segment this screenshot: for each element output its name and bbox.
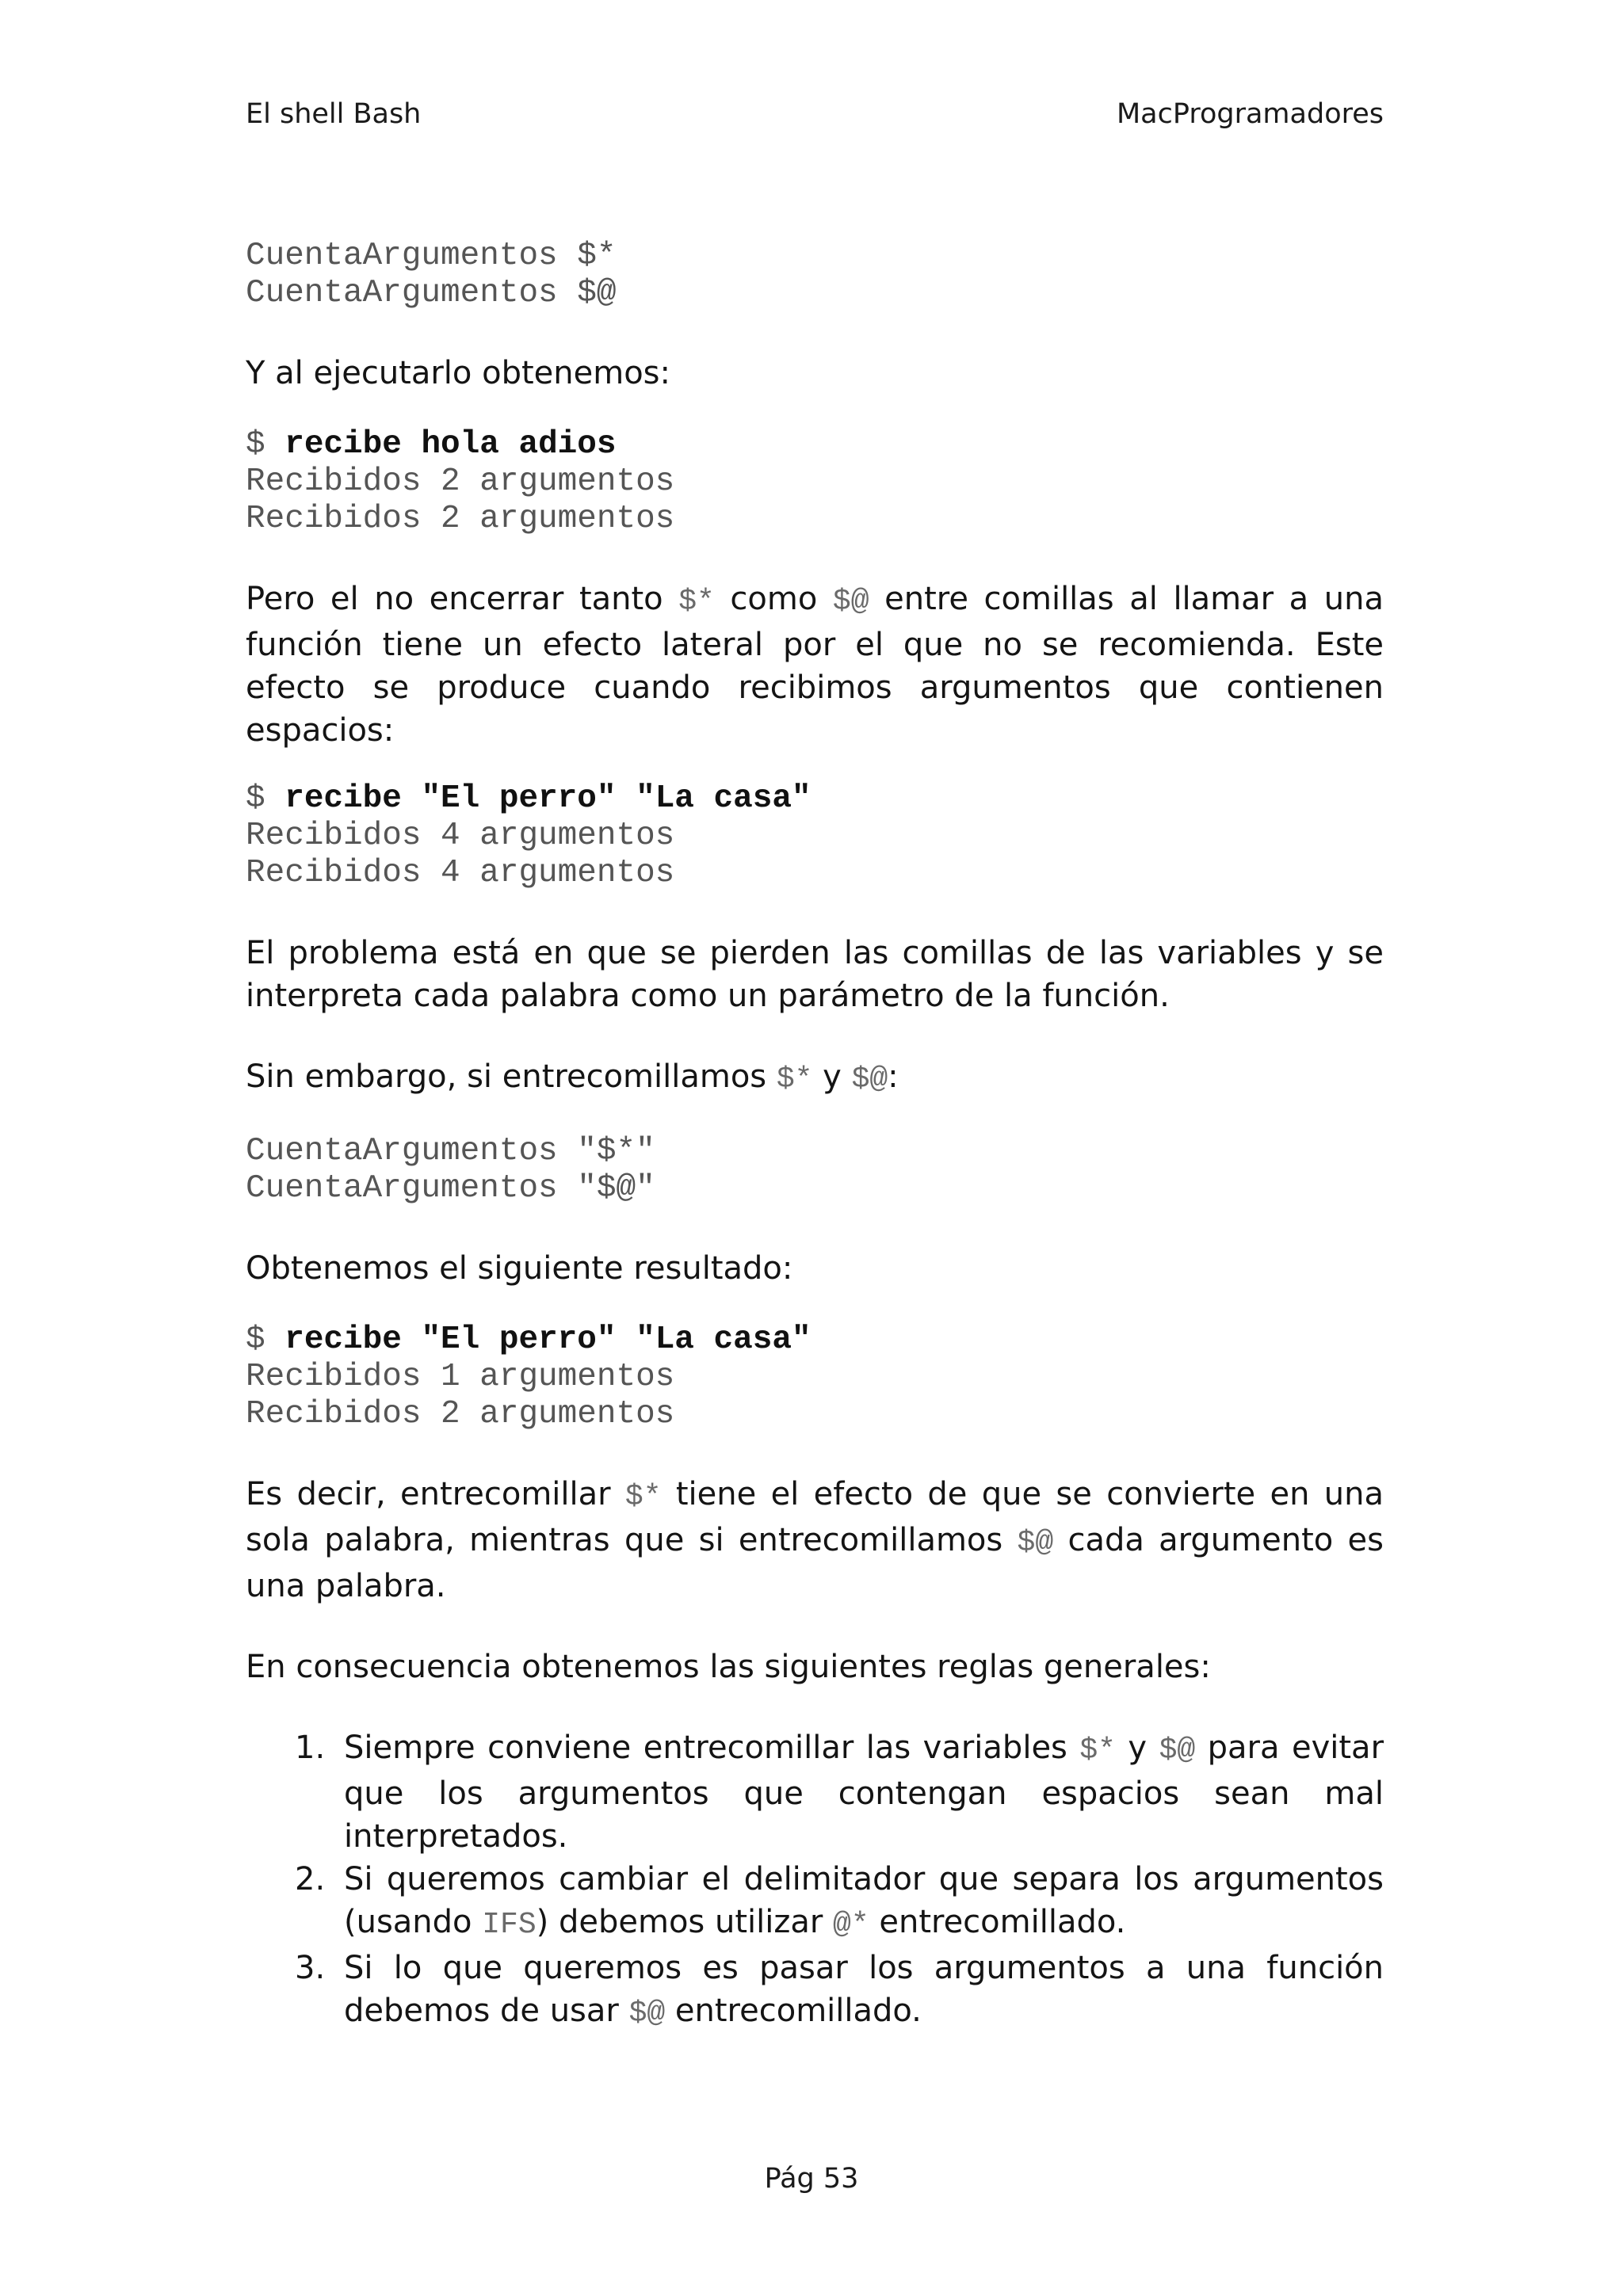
code-line: CuentaArgumentos $@: [246, 275, 617, 311]
code-block: [246, 238, 1384, 312]
text: tiene el efecto de que se convierte en una sola palabra, mientras que si entrecomillamos: [246, 1476, 1384, 1558]
output-line: Recibidos 2 argumentos: [246, 1396, 675, 1432]
inline-code: @*: [833, 1908, 869, 1942]
command: recibe hola adios: [285, 426, 617, 463]
terminal-block: [246, 1322, 1384, 1433]
list-number: 1.: [295, 1730, 326, 1766]
paragraph: [246, 1473, 1384, 1608]
prompt: $: [246, 780, 285, 817]
inline-code: IFS: [482, 1908, 537, 1942]
command: recibe "El perro" "La casa": [285, 1322, 812, 1358]
header-site: MacProgramadores: [1116, 98, 1384, 130]
paragraph: Obtenemos el siguiente resultado:: [246, 1250, 793, 1287]
inline-code: $@: [1017, 1526, 1054, 1560]
text: :: [888, 1058, 899, 1095]
code-line: CuentaArgumentos "$*": [246, 1133, 655, 1169]
inline-code: $*: [678, 585, 715, 619]
terminal-block: [246, 780, 1384, 892]
command: recibe "El perro" "La casa": [285, 780, 812, 817]
text: entrecomillado.: [869, 1904, 1126, 1940]
text: entrecomillado.: [665, 1993, 922, 2029]
inline-code: $*: [776, 1062, 813, 1097]
list-item: [295, 1726, 1384, 1858]
list-item: [295, 1858, 1384, 1947]
code-block: [246, 1133, 1384, 1207]
page-number: Pág 53: [764, 2163, 859, 2195]
text: como: [714, 581, 833, 617]
list-number: 3.: [295, 1950, 326, 1986]
paragraph: Y al ejecutarlo obtenemos:: [246, 355, 670, 391]
paragraph: [246, 578, 1384, 752]
inline-code: $@: [628, 1997, 666, 2031]
output-line: Recibidos 4 argumentos: [246, 855, 675, 891]
text: Si queremos cambiar el delimitador que separa los argumentos (usando: [344, 1861, 1384, 1940]
text: y: [1115, 1730, 1159, 1766]
paragraph: [246, 1055, 1384, 1101]
paragraph: En consecuencia obtenemos las siguientes reglas generales:: [246, 1649, 1211, 1685]
rules-list: [246, 1726, 1384, 2035]
code-line: CuentaArgumentos "$@": [246, 1170, 655, 1207]
header-title: El shell Bash: [246, 98, 422, 130]
text: cada argumento es una palabra.: [246, 1522, 1384, 1604]
text: ) debemos utilizar: [536, 1904, 834, 1940]
code-line: CuentaArgumentos $*: [246, 238, 617, 274]
text: Es decir, entrecomillar: [246, 1476, 625, 1512]
text: Si lo que queremos es pasar los argumentos a una función debemos de usar: [344, 1950, 1384, 2029]
text: Sin embargo, si entrecomillamos: [246, 1058, 777, 1095]
paragraph: El problema está en que se pierden las comillas de las variables y se interpreta cada palabra como un parámetro de la función.: [246, 935, 1384, 1014]
text: y: [812, 1058, 852, 1095]
text: Pero el no encerrar tanto: [246, 581, 679, 617]
output-line: Recibidos 1 argumentos: [246, 1359, 675, 1395]
terminal-block: [246, 426, 1384, 538]
inline-code: $@: [832, 585, 869, 619]
text: Siempre conviene entrecomillar las variables: [344, 1730, 1080, 1766]
inline-code: $*: [1079, 1733, 1116, 1768]
list-number: 2.: [295, 1861, 326, 1897]
list-item: [295, 1947, 1384, 2035]
inline-code: $@: [851, 1062, 888, 1097]
output-line: Recibidos 4 argumentos: [246, 818, 675, 854]
page-content: [246, 238, 1384, 2035]
inline-code: $*: [624, 1480, 662, 1514]
inline-code: $@: [1159, 1733, 1196, 1768]
output-line: Recibidos 2 argumentos: [246, 463, 675, 500]
output-line: Recibidos 2 argumentos: [246, 501, 675, 537]
text: entre comillas al llamar a una función tiene un efecto lateral por el que no se recomienda. Este efecto se produce cuando recibimos argumentos que contienen espacios:: [246, 581, 1384, 749]
prompt: $: [246, 426, 285, 463]
prompt: $: [246, 1322, 285, 1358]
text: para evitar que los argumentos que contengan espacios sean mal interpretados.: [344, 1730, 1384, 1855]
